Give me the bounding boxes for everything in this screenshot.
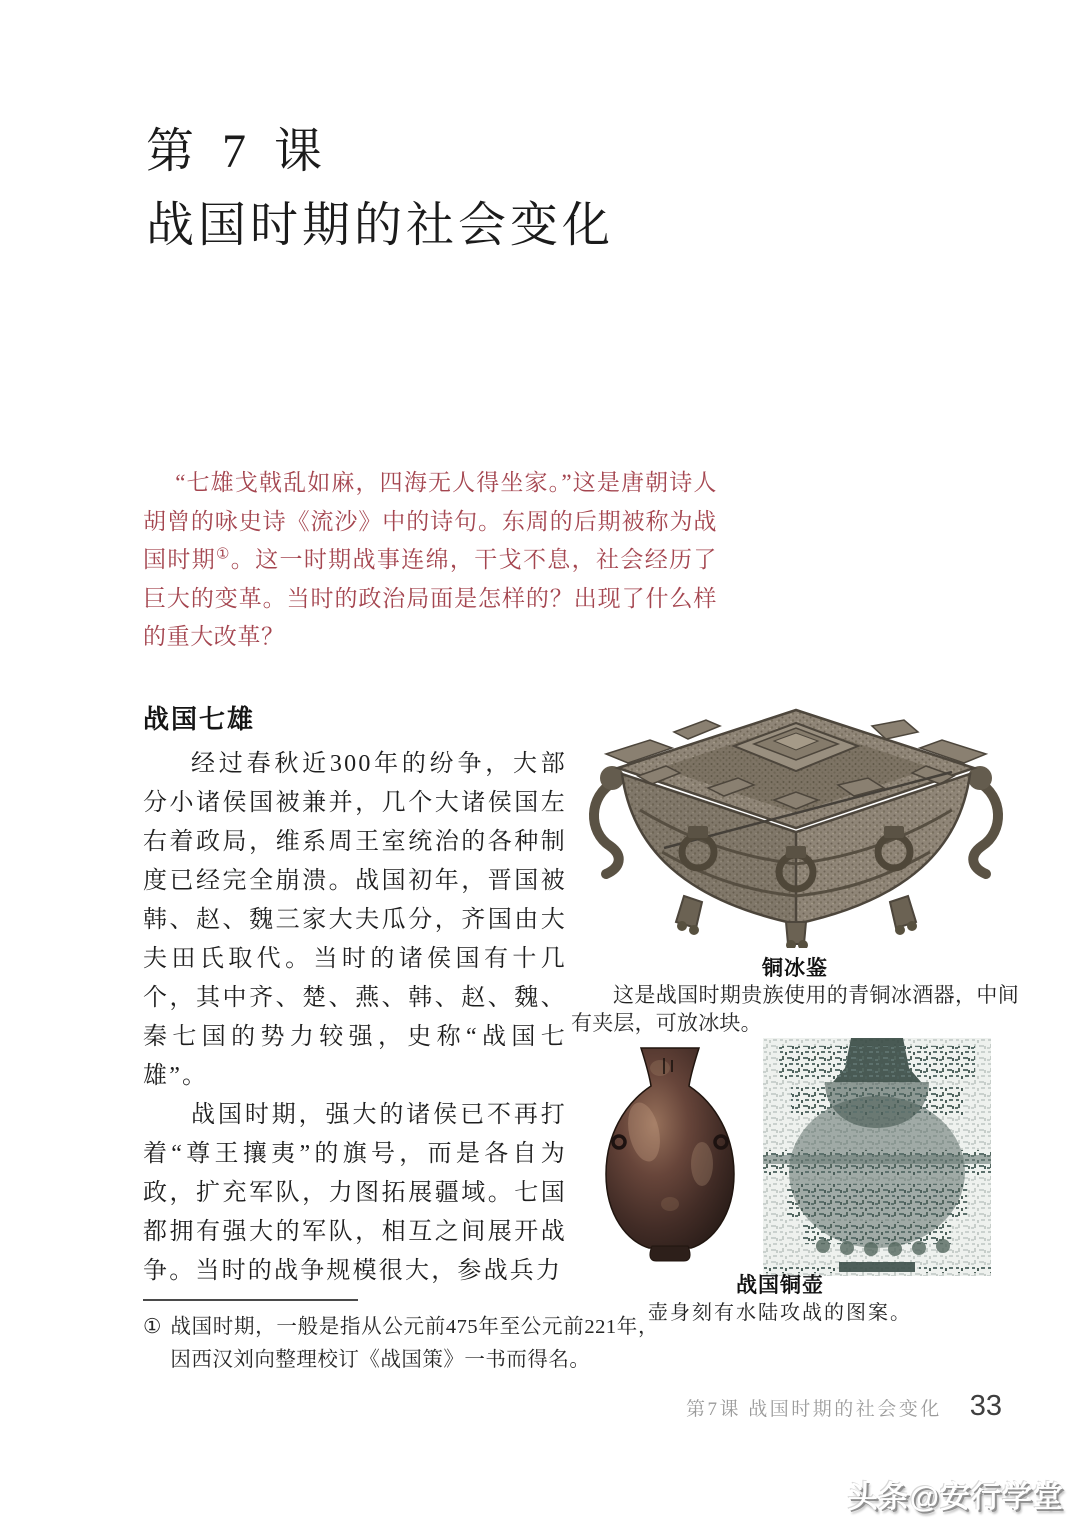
footnote-divider	[143, 1299, 358, 1301]
intro-passage	[143, 464, 717, 657]
pot-rubbing-image	[763, 1038, 991, 1276]
intro-footnote-marker: ①	[216, 546, 231, 563]
page-title: 战国时期的社会变化	[146, 199, 615, 252]
ice-vessel-caption: 铜冰鉴	[762, 957, 828, 980]
intro-text-before-note: “七雄戈戟乱如麻，四海无人得坐家。”这是唐朝诗人胡曾的咏史诗《流沙》中的诗句。东周的后期被称为战国时期	[143, 470, 717, 573]
footer-chapter-title: 第7课 战国时期的社会变化	[685, 1399, 942, 1420]
ice-vessel-description: 这是战国时期贵族使用的青铜冰酒器，中间有夹层，可放冰块。	[571, 983, 1019, 1035]
lesson-number: 第 7 课	[146, 125, 331, 178]
bronze-pot-description: 壶身刻有水陆攻战的图案。	[648, 1302, 912, 1324]
footnote	[143, 1311, 659, 1377]
intro-text-after-note: 。这一时期战事连绵，干戈不息，社会经历了巨大的变革。当时的政治局面是怎样的？出现了什么样的重大改革？	[143, 547, 717, 650]
page-number: 33	[969, 1390, 1002, 1422]
watermark: 头条@安行学堂	[847, 1481, 1064, 1514]
bronze-pot-image	[594, 1044, 746, 1266]
body-paragraph: 经过春秋近300年的纷争，大部分小诸侯国被兼并，几个大诸侯国左右着政局，维系周王室统治的各种制度已经完全崩溃。战国初年，晋国被韩、赵、魏三家大夫瓜分，齐国由大夫田氏取代。当时的诸侯国有十几个，其中齐、楚、燕、韩、赵、魏、秦七国的势力较强，史称“战国七雄”。	[143, 751, 567, 1089]
footnote-text: 战国时期，一般是指从公元前475年至公元前221年，因西汉刘向整理校订《战国策》一书而得名。	[170, 1316, 659, 1371]
body-paragraph: 战国时期，强大的诸侯已不再打着“尊王攘夷”的旗号，而是各自为政，扩充军队，力图拓展疆域。七国都拥有强大的军队，相互之间展开战争。当时的战争规模很大，参战兵力	[143, 1102, 567, 1284]
body-text-column	[143, 745, 567, 1297]
footnote-marker: ①	[143, 1316, 162, 1338]
section-heading: 战国七雄	[143, 704, 256, 734]
bronze-ice-vessel-image	[578, 660, 1014, 948]
page-footer	[686, 1390, 1002, 1423]
bronze-pot-caption: 战国铜壶	[736, 1274, 824, 1297]
